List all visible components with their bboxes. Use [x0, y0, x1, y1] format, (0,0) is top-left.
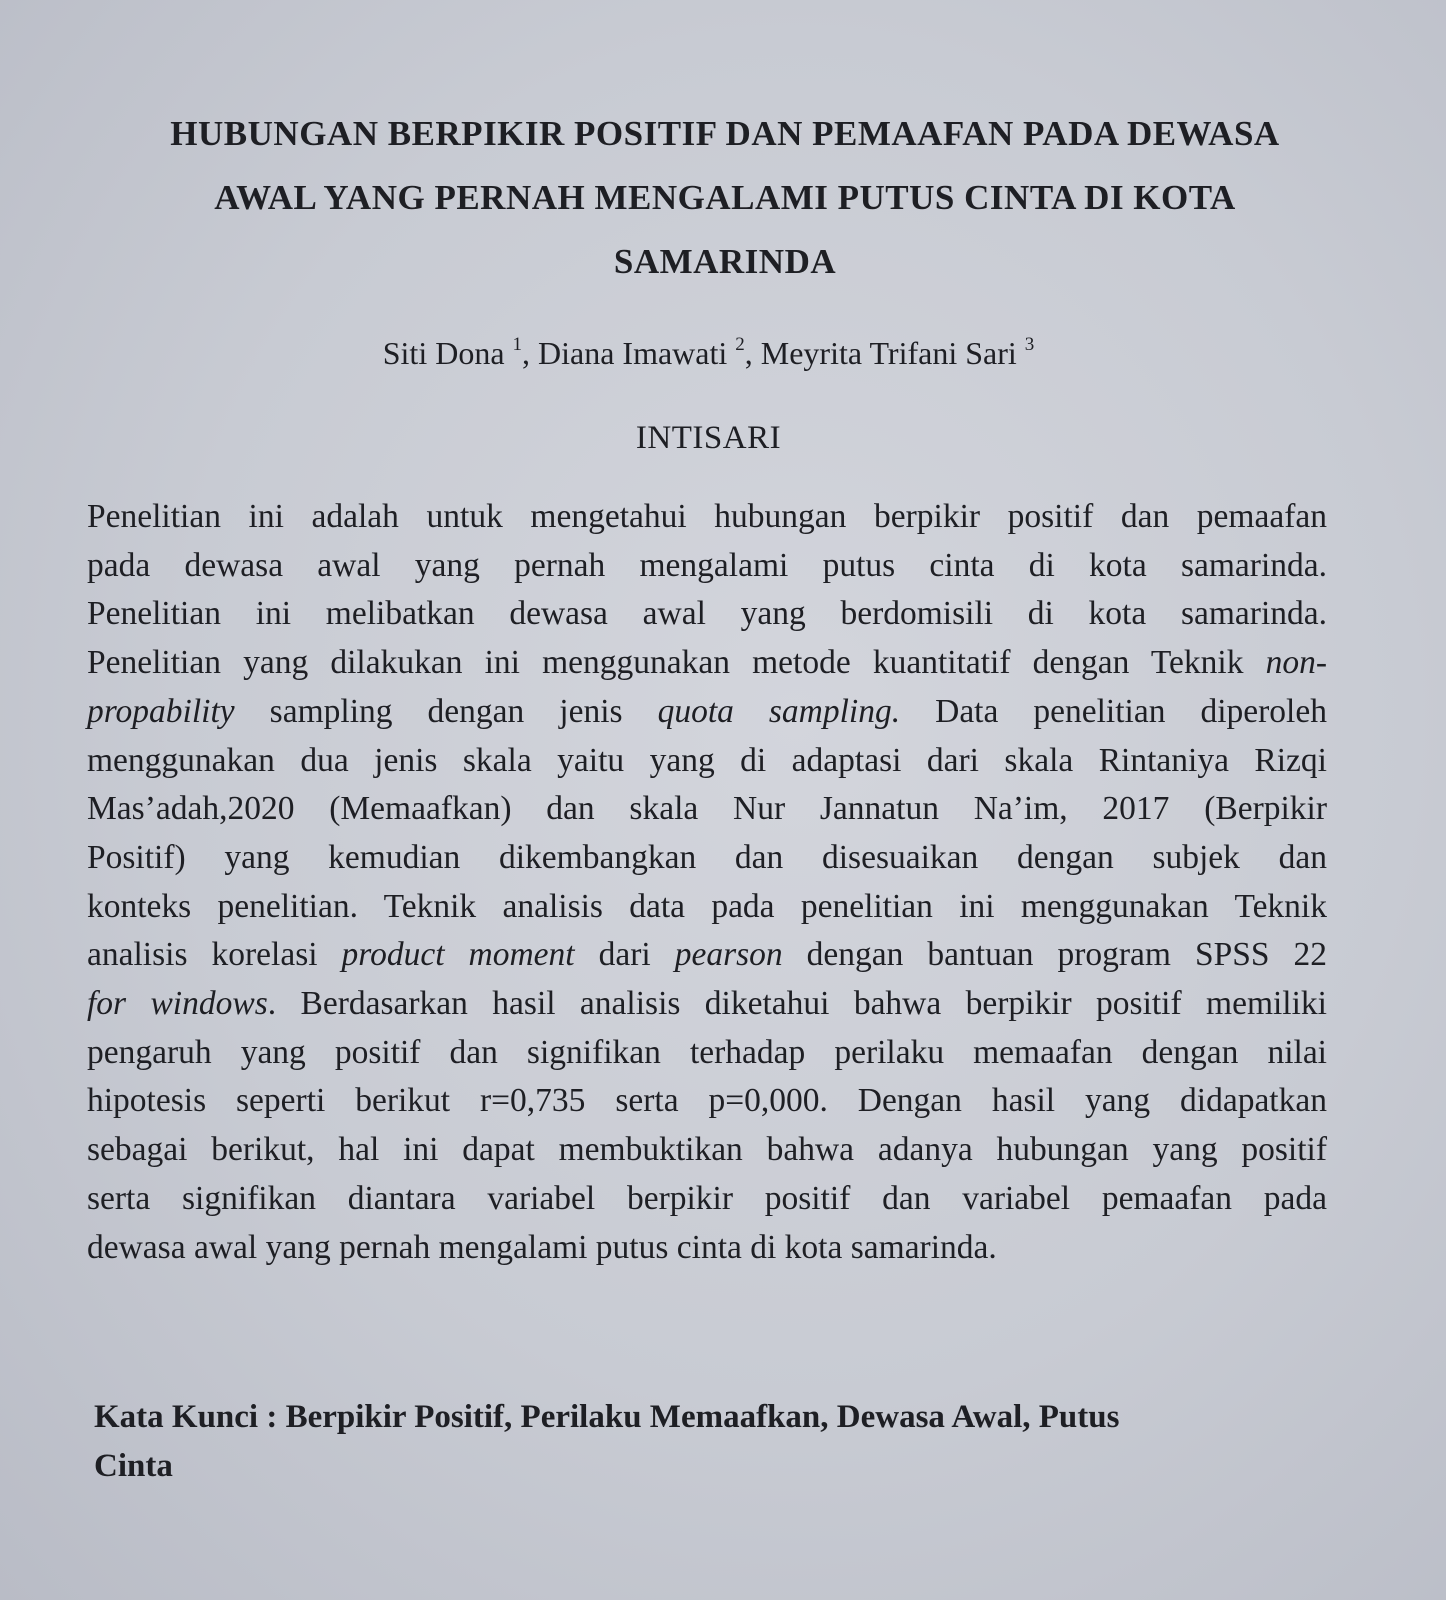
abstract-text: Mas’adah,2020 (Memaafkan) dan skala Nur Jannatun Na’im, 2017 (Berpikir	[87, 790, 1327, 828]
abstract-text: sebagai berikut, hal ini dapat membuktikan bahwa adanya hubungan yang positif	[87, 1131, 1327, 1169]
abstract-italic-text: non-	[1265, 644, 1327, 682]
abstract-text: dewasa awal yang pernah mengalami putus cinta di kota samarinda.	[87, 1228, 997, 1266]
title-line: AWAL YANG PERNAH MENGALAMI PUTUS CINTA DI KOTA	[214, 178, 1236, 217]
abstract-line	[87, 1077, 1327, 1126]
abstract-line	[87, 542, 1327, 591]
keywords	[94, 1393, 1274, 1491]
abstract-line	[87, 493, 1327, 542]
abstract-line	[87, 688, 1327, 737]
keywords-line: Kata Kunci : Berpikir Positif, Perilaku Memaafkan, Dewasa Awal, Putus	[94, 1399, 1120, 1435]
abstract-text: menggunakan dua jenis skala yaitu yang di adaptasi dari skala Rintaniya Rizqi	[87, 741, 1327, 779]
abstract-italic-text: pearson	[674, 936, 783, 974]
author-name: , Meyrita Trifani Sari	[744, 335, 1025, 371]
abstract-text: Penelitian ini melibatkan dewasa awal yang berdomisili di kota samarinda.	[87, 595, 1327, 633]
abstract-line	[87, 590, 1327, 639]
abstract-text: analisis korelasi	[87, 936, 342, 974]
abstract-line	[87, 737, 1327, 786]
abstract-italic-text: propability	[87, 692, 235, 730]
abstract-text: serta signifikan diantara variabel berpikir positif dan variabel pemaafan pada	[87, 1179, 1327, 1217]
abstract-text: konteks penelitian. Teknik analisis data pada penelitian ini menggunakan Teknik	[87, 887, 1327, 925]
abstract-text: dari	[574, 936, 675, 974]
abstract-text: Penelitian yang dilakukan ini menggunakan metode kuantitatif dengan Teknik	[87, 644, 1266, 682]
author-affiliation-mark: 2	[735, 334, 745, 355]
paper-title	[100, 102, 1350, 294]
abstract-line	[87, 639, 1327, 688]
abstract-line	[87, 785, 1327, 834]
abstract-heading: INTISARI	[635, 420, 782, 456]
abstract-text: dengan bantuan program SPSS 22	[782, 936, 1327, 974]
abstract-text: pengaruh yang positif dan signifikan terhadap perilaku memaafan dengan nilai	[87, 1033, 1327, 1071]
abstract-line	[87, 883, 1327, 932]
abstract-line	[87, 1029, 1327, 1078]
abstract-text: pada dewasa awal yang pernah mengalami putus cinta di kota samarinda.	[87, 546, 1327, 584]
author-list	[0, 331, 1417, 375]
abstract-line	[87, 1175, 1327, 1224]
abstract-text: Penelitian ini adalah untuk mengetahui hubungan berpikir positif dan pemaafan	[87, 498, 1327, 535]
abstract-italic-text: quota sampling.	[657, 692, 901, 730]
abstract-body	[87, 493, 1327, 1272]
abstract-text: Positif) yang kemudian dikembangkan dan disesuaikan dengan subjek dan	[87, 838, 1327, 876]
abstract-line	[87, 1224, 1327, 1273]
abstract-italic-text: product moment	[341, 936, 575, 974]
abstract-text: sampling dengan jenis	[234, 692, 658, 730]
author-name: Siti Dona	[382, 335, 513, 371]
abstract-italic-text: for windows	[87, 985, 268, 1023]
abstract-line	[87, 931, 1327, 980]
abstract-text: . Berdasarkan hasil analisis diketahui bahwa berpikir positif memiliki	[267, 985, 1327, 1023]
abstract-line	[87, 834, 1327, 883]
author-name: , Diana Imawati	[522, 335, 736, 371]
abstract-text: Data penelitian diperoleh	[900, 692, 1327, 730]
title-line: SAMARINDA	[613, 242, 837, 281]
abstract-line	[87, 1126, 1327, 1175]
author-affiliation-mark: 3	[1024, 334, 1035, 355]
abstract-text: hipotesis seperti berikut r=0,735 serta p=0,000. Dengan hasil yang didapatkan	[87, 1082, 1327, 1120]
title-line: HUBUNGAN BERPIKIR POSITIF DAN PEMAAFAN PADA DEWASA	[170, 114, 1280, 153]
keywords-line: Cinta	[94, 1448, 173, 1484]
abstract-line	[87, 980, 1327, 1029]
author-affiliation-mark: 1	[512, 334, 523, 355]
